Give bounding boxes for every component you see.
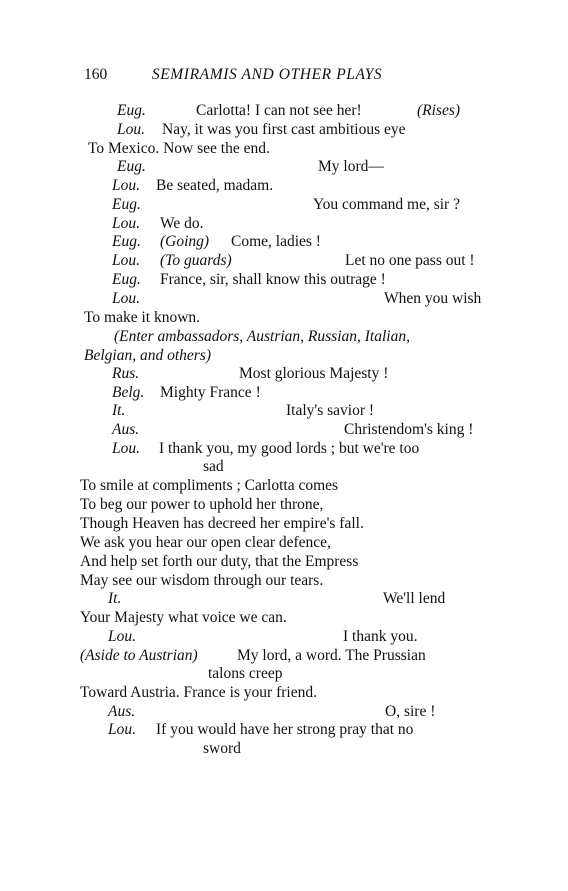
speaker-label: Eug. — [117, 102, 146, 119]
verse-text: You command me, sir ? — [313, 196, 460, 213]
verse-text: Mighty France ! — [160, 384, 261, 401]
speaker-label: Lou. — [112, 440, 140, 457]
stage-direction: (Going) — [160, 233, 210, 250]
verse-text: When you wish — [384, 290, 482, 307]
verse-text: I thank you, my good lords ; but we're too — [159, 440, 420, 457]
speaker-label: It. — [112, 402, 126, 419]
verse-text: I thank you. — [343, 628, 418, 645]
verse-line: May see our wisdom through our tears. — [80, 572, 324, 589]
verse-text: Nay, it was you first cast ambitious eye — [162, 121, 406, 138]
verse-line: We ask you hear our open clear defence, — [80, 534, 331, 551]
verse-line: Toward Austria. France is your friend. — [80, 684, 317, 701]
verse-line: To make it known. — [84, 309, 201, 326]
speaker-label: Eug. — [112, 271, 141, 288]
verse-line: To Mexico. Now see the end. — [88, 140, 270, 157]
stage-direction: (Rises) — [417, 102, 461, 119]
speaker-label: Lou. — [108, 721, 136, 738]
verse-line: talons creep — [208, 665, 283, 682]
page-number: 160 — [84, 66, 108, 83]
stage-direction: (To guards) — [160, 252, 232, 269]
verse-text: We'll lend — [383, 590, 446, 607]
speaker-label: Eug. — [112, 196, 141, 213]
verse-text: Carlotta! I can not see her! — [196, 102, 362, 119]
verse-line: sad — [203, 458, 224, 475]
speaker-label: Aus. — [112, 421, 140, 438]
speaker-label: Lou. — [108, 628, 136, 645]
speaker-label: It. — [108, 590, 122, 607]
page-header — [84, 66, 382, 84]
stage-direction: Belgian, and others) — [84, 347, 211, 364]
verse-text: Be seated, madam. — [156, 177, 274, 194]
speaker-label: Lou. — [112, 215, 140, 232]
speaker-label: Aus. — [108, 703, 136, 720]
verse-line: To smile at compliments ; Carlotta comes — [80, 477, 339, 494]
stage-direction: (Aside to Austrian) — [80, 647, 198, 664]
running-title: SEMIRAMIS AND OTHER PLAYS — [151, 66, 383, 83]
speaker-label: Lou. — [117, 121, 145, 138]
speaker-label: Rus. — [112, 365, 140, 382]
speaker-label: Belg. — [112, 384, 145, 401]
verse-text: France, sir, shall know this outrage ! — [160, 271, 386, 288]
verse-line: Your Majesty what voice we can. — [80, 609, 287, 626]
verse-text: Most glorious Majesty ! — [239, 365, 389, 382]
verse-line: sword — [203, 740, 241, 757]
verse-text: My lord— — [318, 158, 384, 175]
verse-text: Christendom's king ! — [344, 421, 474, 438]
speaker-label: Lou. — [112, 252, 140, 269]
speaker-label: Eug. — [117, 158, 146, 175]
verse-line: To beg our power to uphold her throne, — [80, 496, 324, 513]
verse-line: Though Heaven has decreed her empire's fall. — [80, 515, 364, 532]
verse-text: Come, ladies ! — [231, 233, 321, 250]
verse-text: Let no one pass out ! — [345, 252, 475, 269]
speaker-label: Eug. — [112, 233, 141, 250]
speaker-label: Lou. — [112, 290, 140, 307]
verse-text: Italy's savior ! — [286, 402, 375, 419]
verse-line: And help set forth our duty, that the Empress — [80, 553, 359, 570]
stage-direction: (Enter ambassadors, Austrian, Russian, Italian, — [114, 328, 410, 345]
speaker-label: Lou. — [112, 177, 140, 194]
verse-text: O, sire ! — [385, 703, 436, 720]
verse-text: If you would have her strong pray that no — [156, 721, 414, 738]
verse-text: We do. — [160, 215, 204, 232]
verse-text: My lord, a word. The Prussian — [237, 647, 426, 664]
